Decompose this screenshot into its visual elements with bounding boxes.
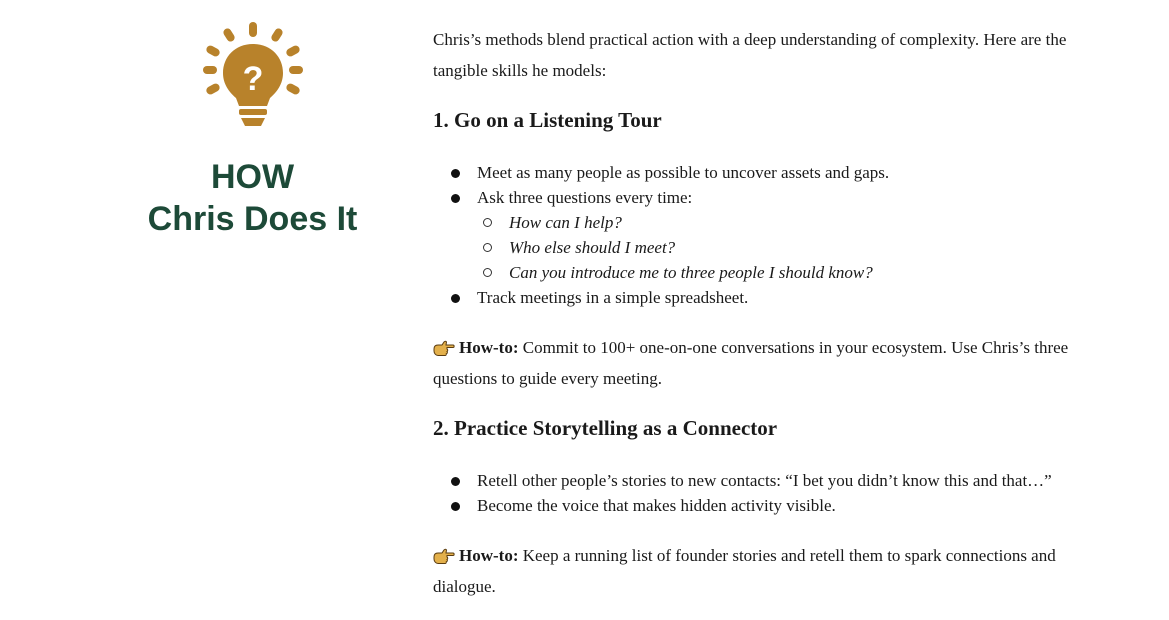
section-2-title: 2. Practice Storytelling as a Connector bbox=[433, 416, 778, 440]
section-1-howto bbox=[433, 332, 1073, 394]
section-1-title: 1. Go on a Listening Tour bbox=[433, 108, 662, 132]
howto-text: Keep a running list of founder stories and retell them to spark connections and dialogue. bbox=[433, 546, 1056, 596]
list-item: Retell other people’s stories to new contacts: “I bet you didn’t know this and that…” bbox=[433, 468, 1073, 493]
question-sublist bbox=[477, 210, 1073, 285]
list-item: Meet as many people as possible to uncover assets and gaps. bbox=[433, 160, 1073, 185]
main-content bbox=[433, 24, 1073, 602]
pointing-hand-icon bbox=[433, 340, 455, 356]
section-heading bbox=[130, 156, 375, 240]
howto-text: Commit to 100+ one-on-one conversations in your ecosystem. Use Chris’s three questions to guide every meeting. bbox=[433, 338, 1069, 388]
list-item bbox=[433, 185, 1073, 285]
pointing-hand-icon bbox=[433, 548, 455, 564]
sub-list-item: How can I help? bbox=[477, 210, 1073, 235]
lightbulb-question-icon bbox=[203, 20, 303, 132]
intro-paragraph: Chris’s methods blend practical action with a deep understanding of complexity. Here are the tangible skills he models: bbox=[433, 30, 1067, 80]
section-2-bullets bbox=[433, 468, 1073, 518]
list-item: Become the voice that makes hidden activity visible. bbox=[433, 493, 1073, 518]
heading-line-chris: Chris Does It bbox=[147, 200, 358, 238]
list-item-text: Ask three questions every time: bbox=[477, 188, 693, 207]
section-1-bullets bbox=[433, 160, 1073, 310]
list-item: Track meetings in a simple spreadsheet. bbox=[433, 285, 1073, 310]
section-2-howto bbox=[433, 540, 1073, 602]
howto-label: How-to: bbox=[459, 546, 519, 565]
sub-list-item: Can you introduce me to three people I should know? bbox=[477, 260, 1073, 285]
heading-line-how: HOW bbox=[210, 158, 295, 196]
sub-list-item: Who else should I meet? bbox=[477, 235, 1073, 260]
sidebar-panel bbox=[130, 20, 375, 240]
howto-label: How-to: bbox=[459, 338, 519, 357]
svg-text:?: ? bbox=[242, 60, 263, 98]
